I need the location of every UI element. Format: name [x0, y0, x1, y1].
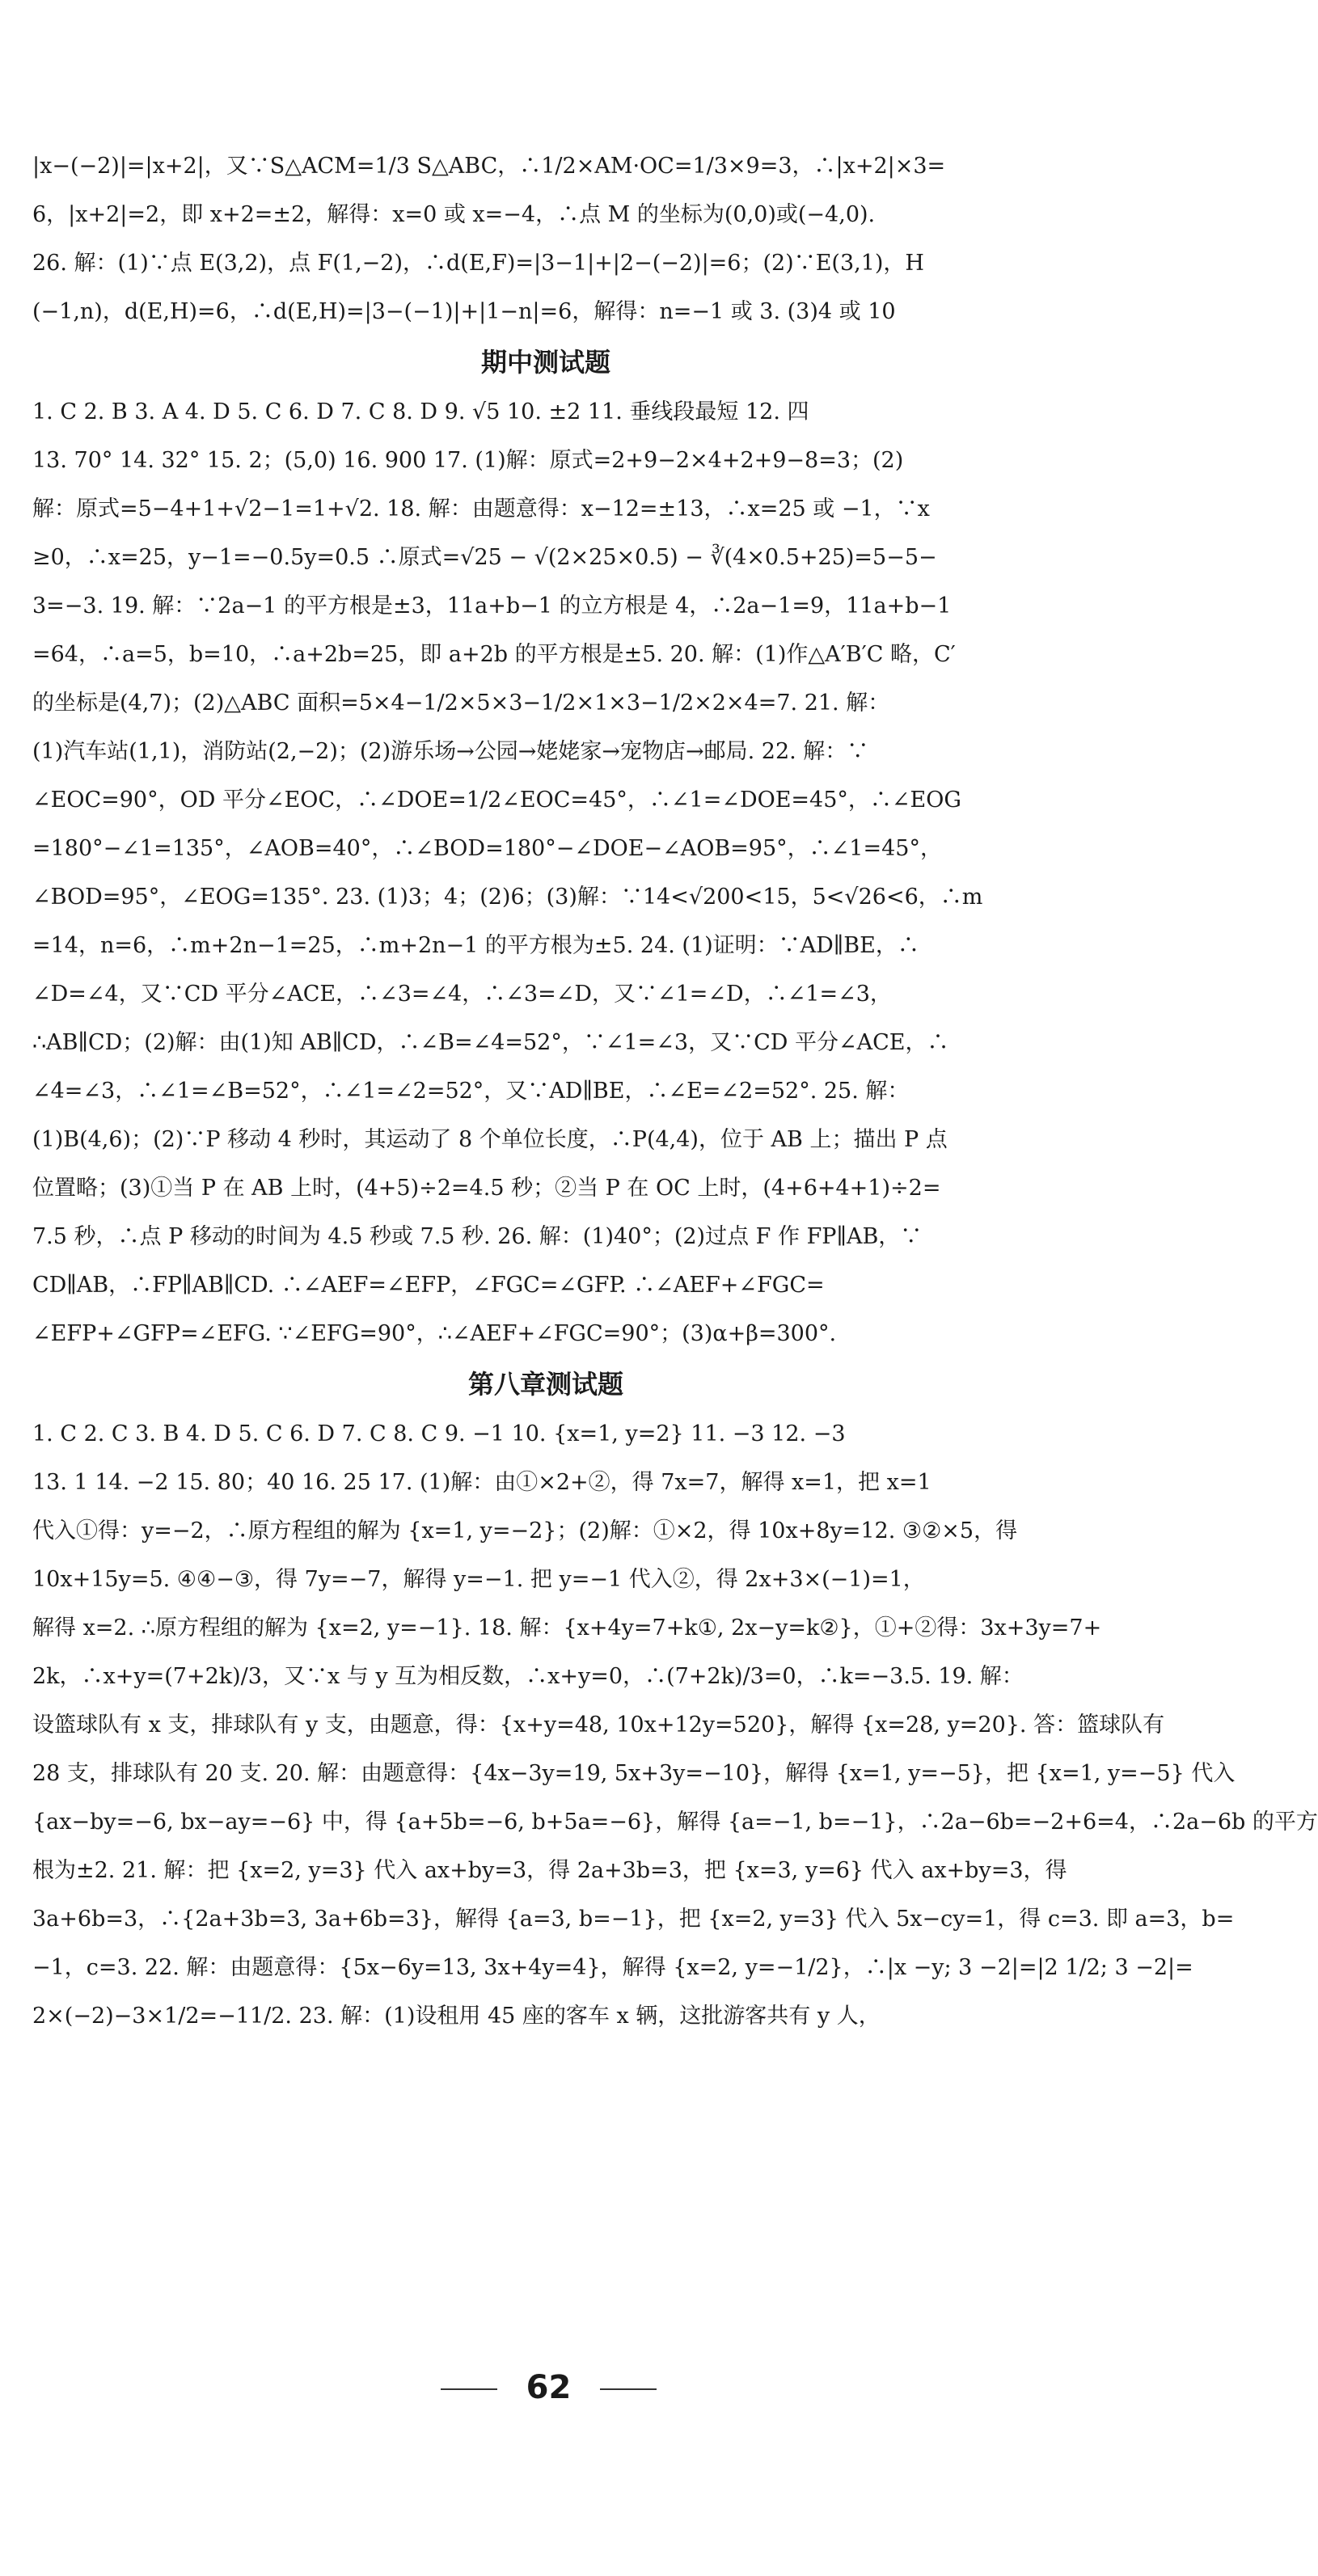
- text-line: 解：原式=5−4+1+√2−1=1+√2. 18. 解：由题意得：x−12=±13，∴x=25 或 −1，∵x: [32, 496, 930, 522]
- chapter8-answers: [32, 1410, 1318, 2041]
- midterm-answers: [32, 388, 1059, 1358]
- text-line: 10x+15y=5. ④④−③，得 7y=−7，解得 y=−1. 把 y=−1 代入②，得 2x+3×(−1)=1，: [32, 1567, 925, 1592]
- text-line: 6，|x+2|=2，即 x+2=±2，解得：x=0 或 x=−4，∴点 M 的坐标为(0,0)或(−4,0).: [32, 202, 876, 227]
- text-line: (−1,n)，d(E,H)=6，∴d(E,H)=|3−(−1)|+|1−n|=6，解得：n=−1 或 3. (3)4 或 10: [32, 299, 896, 324]
- midterm-heading: 期中测试题: [480, 347, 610, 378]
- text-line: |x−(−2)|=|x+2|，又∵S△ACM=1/3 S△ABC，∴1/2×AM·OC=1/3×9=3，∴|x+2|×3=: [32, 154, 946, 179]
- text-line: 的坐标是(4,7)；(2)△ABC 面积=5×4−1/2×5×3−1/2×1×3−1/2×2×4=7. 21. 解：: [32, 690, 890, 716]
- text-line: 代入①得：y=−2，∴原方程组的解为 {x=1, y=−2}；(2)解：①×2，得 10x+8y=12. ③②×5，得: [32, 1518, 1018, 1543]
- text-line: 设篮球队有 x 支，排球队有 y 支，由题意，得：{x+y=48, 10x+12y=520}，解得 {x=28, y=20}. 答：篮球队有: [32, 1712, 1165, 1738]
- text-line: ∠EOC=90°，OD 平分∠EOC，∴∠DOE=1/2∠EOC=45°，∴∠1=∠DOE=45°，∴∠EOG: [32, 788, 961, 813]
- text-line: 13. 1 14. −2 15. 80；40 16. 25 17. (1)解：由①×2+②，得 7x=7，解得 x=1，把 x=1: [32, 1470, 931, 1495]
- text-line: ∠D=∠4，又∵CD 平分∠ACE，∴∠3=∠4，∴∠3=∠D，又∵∠1=∠D，∴∠1=∠3，: [32, 982, 892, 1007]
- text-line: ≥0，∴x=25，y−1=−0.5y=0.5 ∴原式=√25 − √(2×25×0.5) − ∛(4×0.5+25)=5−5−: [32, 545, 937, 570]
- footer-dash-left: [441, 2388, 497, 2390]
- text-line: =14，n=6，∴m+2n−1=25，∴m+2n−1 的平方根为±5. 24. (1)证明：∵AD∥BE，∴: [32, 933, 919, 958]
- text-line: ∠4=∠3，∴∠1=∠B=52°，∴∠1=∠2=52°，又∵AD∥BE，∴∠E=∠2=52°. 25. 解：: [32, 1079, 910, 1104]
- text-line: (1)汽车站(1,1)，消防站(2,−2)；(2)游乐场→公园→姥姥家→宠物店→邮局. 22. 解：∵: [32, 739, 869, 764]
- text-line: ∠BOD=95°，∠EOG=135°. 23. (1)3；4；(2)6；(3)解：∵14<√200<15，5<√26<6，∴m: [32, 885, 983, 910]
- text-line: 根为±2. 21. 解：把 {x=2, y=3} 代入 ax+by=3，得 2a+3b=3，把 {x=3, y=6} 代入 ax+by=3，得: [32, 1858, 1067, 1883]
- text-line: =64，∴a=5，b=10，∴a+2b=25，即 a+2b 的平方根是±5. 20. 解：(1)作△A′B′C 略，C′: [32, 642, 956, 667]
- text-line: CD∥AB，∴FP∥AB∥CD. ∴∠AEF=∠EFP，∠FGC=∠GFP. ∴∠AEF+∠FGC=: [32, 1273, 825, 1298]
- text-line: (1)B(4,6)；(2)∵P 移动 4 秒时，其运动了 8 个单位长度，∴P(4,4)，位于 AB 上；描出 P 点: [32, 1127, 948, 1152]
- text-line: 1. C 2. C 3. B 4. D 5. C 6. D 7. C 8. C 9. −1 10. {x=1, y=2} 11. −3 12. −3: [32, 1421, 846, 1446]
- text-line: ∴AB∥CD；(2)解：由(1)知 AB∥CD，∴∠B=∠4=52°，∵∠1=∠3，又∵CD 平分∠ACE，∴: [32, 1030, 949, 1055]
- text-line: 13. 70° 14. 32° 15. 2；(5,0) 16. 900 17. (1)解：原式=2+9−2×4+2+9−8=3；(2): [32, 448, 904, 473]
- text-line: 1. C 2. B 3. A 4. D 5. C 6. D 7. C 8. D 9. √5 10. ±2 11. 垂线段最短 12. 四: [32, 399, 809, 424]
- text-line: 3a+6b=3，∴{2a+3b=3, 3a+6b=3}，解得 {a=3, b=−1}，把 {x=2, y=3} 代入 5x−cy=1，得 c=3. 即 a=3，b=: [32, 1907, 1235, 1932]
- footer-dash-right: [600, 2388, 657, 2390]
- text-line: {ax−by=−6, bx−ay=−6} 中，得 {a+5b=−6, b+5a=−6}，解得 {a=−1, b=−1}，∴2a−6b=−2+6=4，∴2a−6b 的平方: [32, 1810, 1318, 1835]
- prev-section-continuation: [32, 142, 1059, 336]
- text-line: 26. 解：(1)∵点 E(3,2)，点 F(1,−2)，∴d(E,F)=|3−1|+|2−(−2)|=6；(2)∵E(3,1)，H: [32, 251, 924, 276]
- text-line: ∠EFP+∠GFP=∠EFG. ∵∠EFG=90°，∴∠AEF+∠FGC=90°；(3)α+β=300°.: [32, 1321, 837, 1346]
- text-line: 2k，∴x+y=(7+2k)/3，又∵x 与 y 互为相反数，∴x+y=0，∴(7+2k)/3=0，∴k=−3.5. 19. 解：: [32, 1664, 1024, 1689]
- text-line: =180°−∠1=135°，∠AOB=40°，∴∠BOD=180°−∠DOE−∠AOB=95°，∴∠1=45°，: [32, 836, 942, 861]
- text-line: 7.5 秒，∴点 P 移动的时间为 4.5 秒或 7.5 秒. 26. 解：(1)40°；(2)过点 F 作 FP∥AB，∵: [32, 1224, 923, 1249]
- text-line: 解得 x=2. ∴原方程组的解为 {x=2, y=−1}. 18. 解：{x+4y=7+k①, 2x−y=k②}，①+②得：3x+3y=7+: [32, 1615, 1102, 1641]
- page-content: [32, 142, 1318, 2041]
- text-line: 3=−3. 19. 解：∵2a−1 的平方根是±3，11a+b−1 的立方根是 4，∴2a−1=9，11a+b−1: [32, 593, 952, 619]
- text-line: 位置略；(3)①当 P 在 AB 上时，(4+5)÷2=4.5 秒；②当 P 在 OC 上时，(4+6+4+1)÷2=: [32, 1176, 941, 1201]
- text-line: 2×(−2)−3×1/2=−11/2. 23. 解：(1)设租用 45 座的客车 x 辆，这批游客共有 y 人，: [32, 2004, 881, 2029]
- text-line: 28 支，排球队有 20 支. 20. 解：由题意得：{4x−3y=19, 5x+3y=−10}，解得 {x=1, y=−5}，把 {x=1, y=−5} 代入: [32, 1761, 1236, 1786]
- page-footer: [0, 2369, 1097, 2406]
- text-line: −1，c=3. 22. 解：由题意得：{5x−6y=13, 3x+4y=4}，解得 {x=2, y=−1/2}，∴|x −y; 3 −2|=|2 1/2; 3 −2|=: [32, 1955, 1193, 1980]
- page-number: 62: [526, 2369, 572, 2406]
- chapter8-heading: 第八章测试题: [467, 1369, 623, 1400]
